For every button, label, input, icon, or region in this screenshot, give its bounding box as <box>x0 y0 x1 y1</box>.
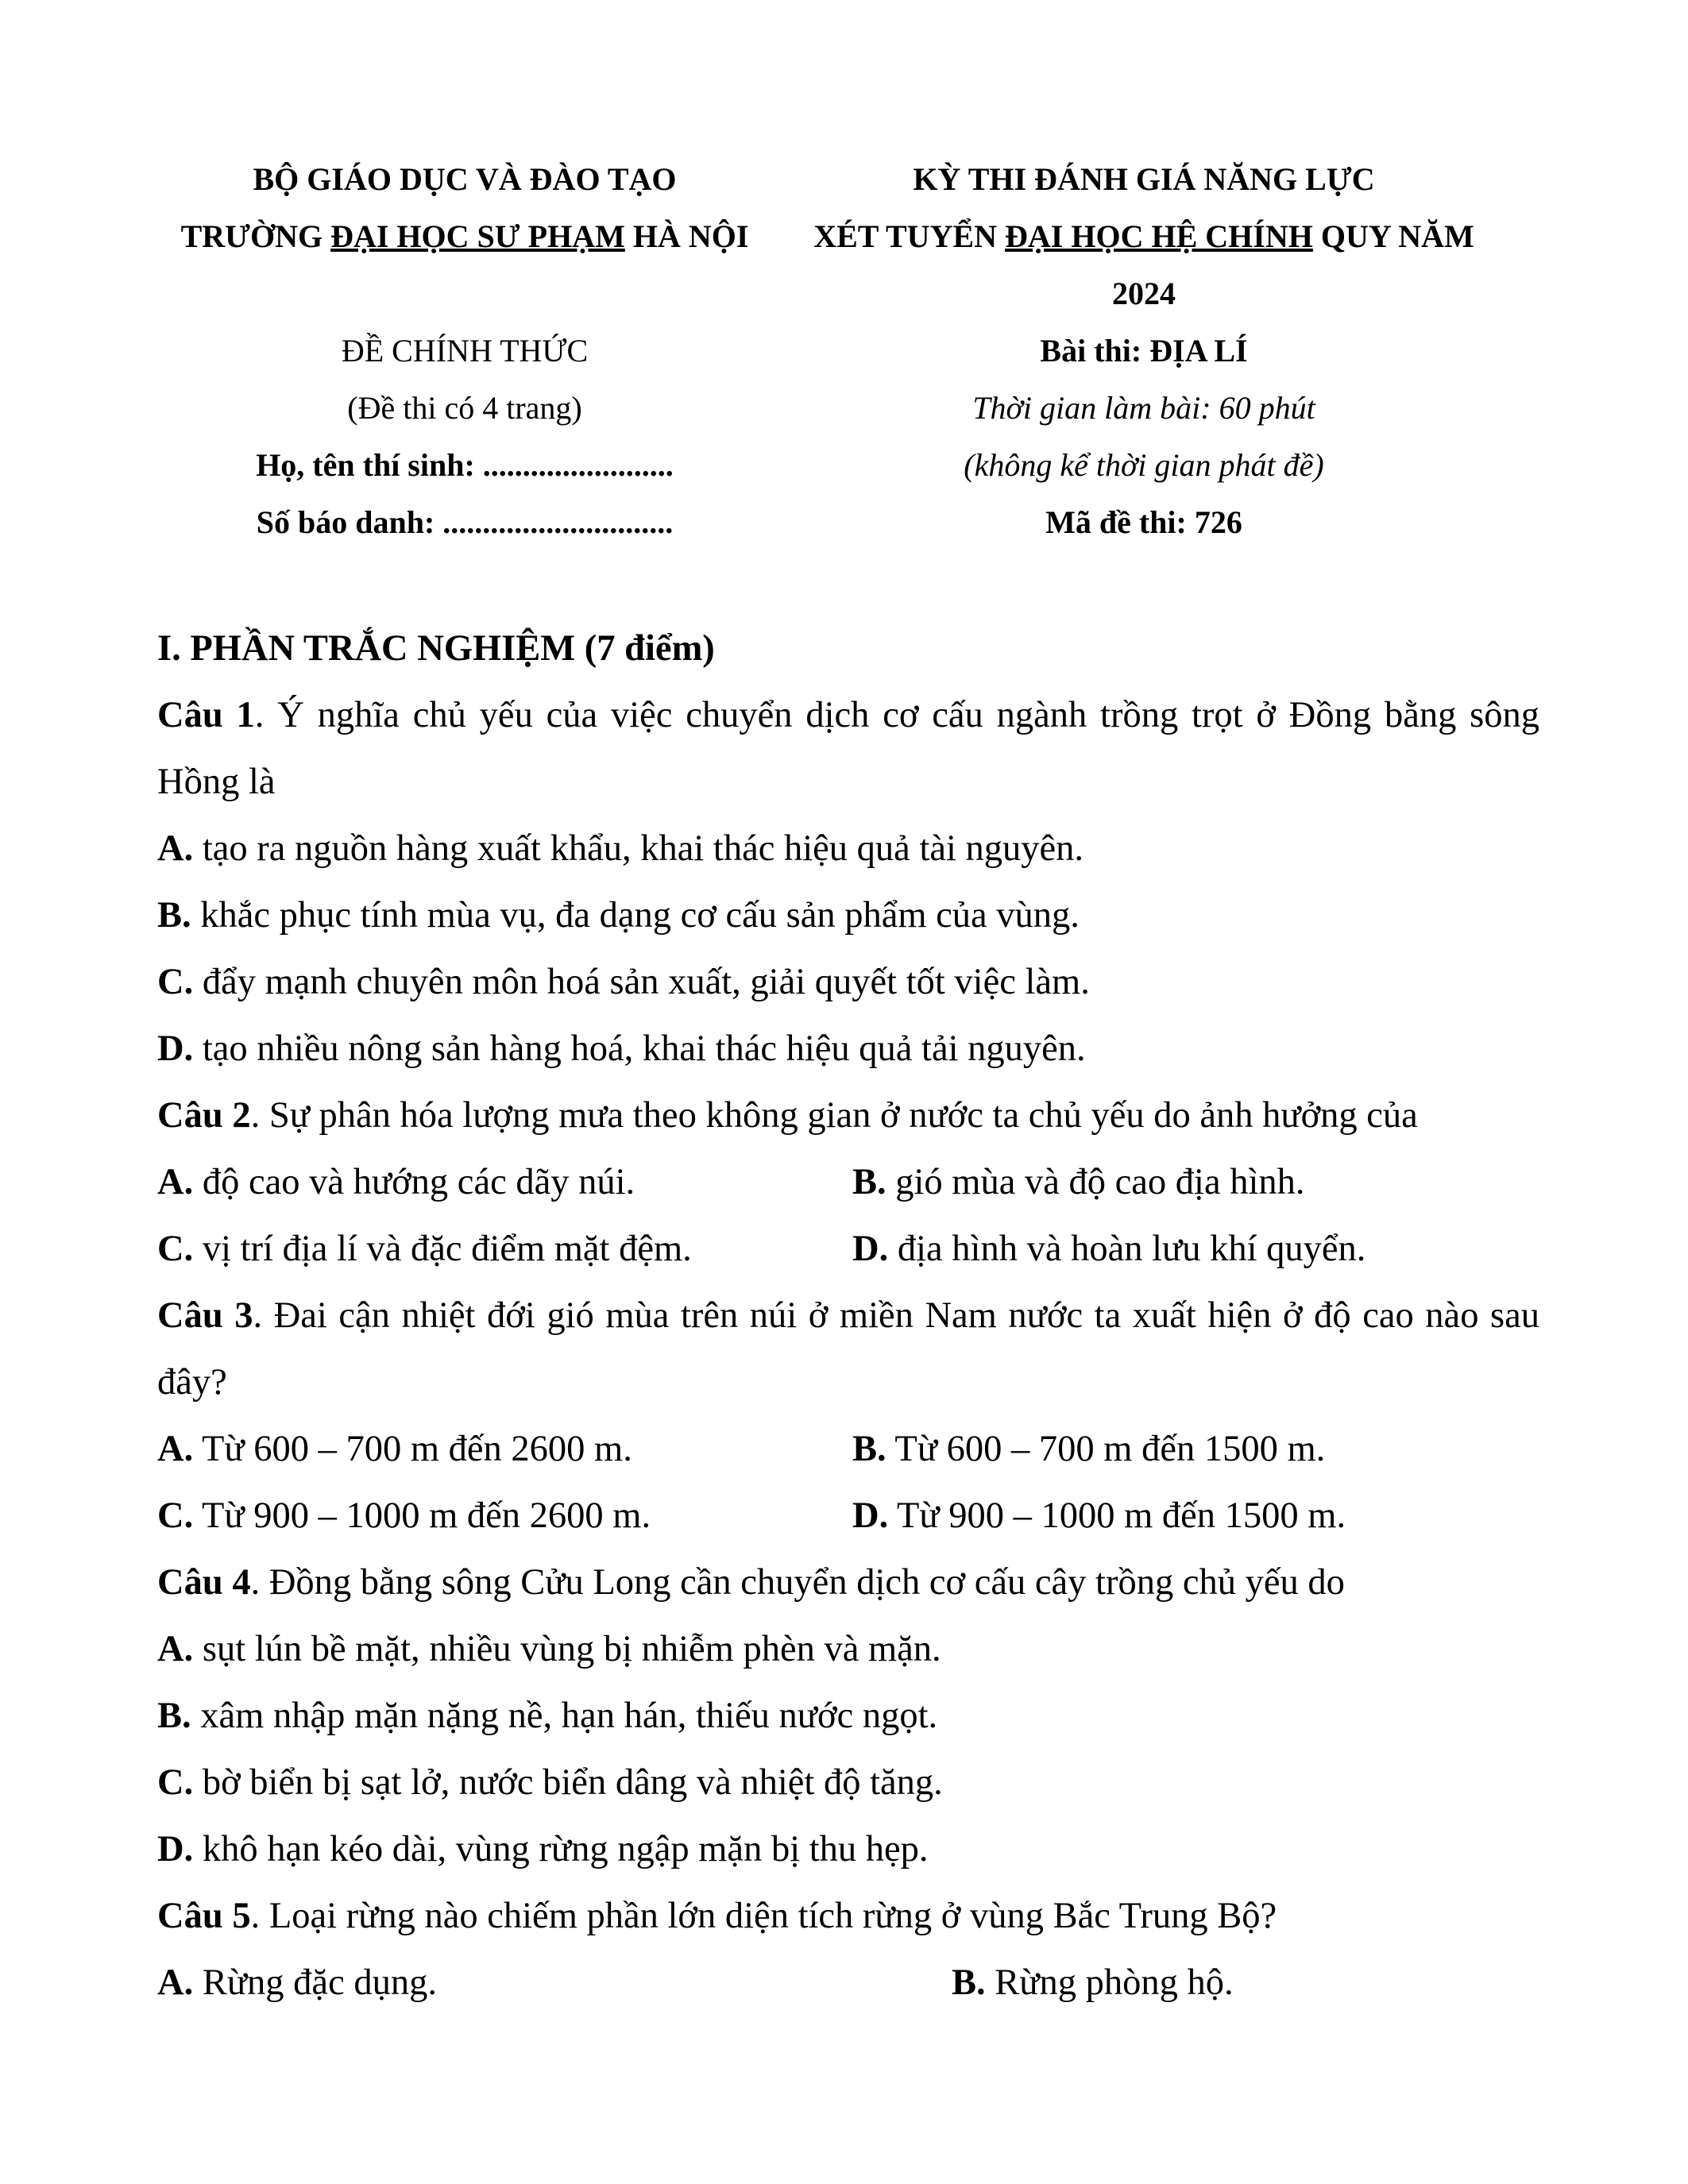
option-c: C. Từ 900 – 1000 m đến 2600 m. <box>157 1495 651 1536</box>
option-c: C. bờ biển bị sạt lở, nước biển dâng và nhiệt độ tăng. <box>157 1762 943 1803</box>
exam-year: 2024 <box>1112 276 1176 311</box>
options-row <box>157 1149 1539 1216</box>
question-1 <box>157 682 1539 816</box>
candidate-id-field: Số báo danh: ............................. <box>256 504 674 540</box>
school-name: TRƯỜNG ĐẠI HỌC SƯ PHẠM HÀ NỘI <box>180 218 749 254</box>
question-2 <box>157 1082 1539 1149</box>
option-b: B. Rừng phòng hộ. <box>952 1962 1234 2003</box>
ministry-name: BỘ GIÁO DỤC VÀ ĐÀO TẠO <box>253 161 677 197</box>
option-b: B. Từ 600 – 700 m đến 1500 m. <box>852 1429 1326 1469</box>
option-b: B. gió mùa và độ cao địa hình. <box>852 1162 1305 1202</box>
question-3 <box>157 1283 1539 1416</box>
school-name-underlined: ĐẠI HỌC SƯ PHẠM <box>330 218 625 254</box>
option-d: D. Từ 900 – 1000 m đến 1500 m. <box>852 1495 1346 1536</box>
question-text: . Ý nghĩa chủ yếu của việc chuyển dịch cơ cấu ngành trồng trọt ở Đồng bằng sông Hồng là <box>157 695 1539 802</box>
exam-code: Mã đề thi: 726 <box>1045 504 1242 540</box>
exam-duration-note: (không kể thời gian phát đề) <box>964 447 1324 483</box>
question-label: Câu 5 <box>157 1896 251 1936</box>
question-text: . Loại rừng nào chiếm phần lớn diện tích rừng ở vùng Bắc Trung Bộ? <box>250 1896 1277 1936</box>
option-d: D. khô hạn kéo dài, vùng rừng ngập mặn bị thu hẹp. <box>157 1829 929 1870</box>
question-4 <box>157 1549 1539 1616</box>
exam-subject: Bài thi: ĐỊA LÍ <box>1040 333 1248 369</box>
question-label: Câu 1 <box>157 695 255 735</box>
exam-content <box>157 615 1539 2016</box>
option-a: A. Rừng đặc dụng. <box>157 1962 437 2003</box>
question-label: Câu 4 <box>157 1562 251 1603</box>
pages-note: (Đề thi có 4 trang) <box>347 390 582 426</box>
options-row <box>157 1216 1539 1283</box>
option-b: B. xâm nhập mặn nặng nề, hạn hán, thiếu nước ngọt. <box>157 1696 938 1736</box>
candidate-name-field: Họ, tên thí sinh: ........................ <box>256 447 674 483</box>
question-text: . Đai cận nhiệt đới gió mùa trên núi ở miền Nam nước ta xuất hiện ở độ cao nào sau đây? <box>157 1295 1539 1403</box>
question-label: Câu 3 <box>157 1295 253 1336</box>
exam-title: KỲ THI ĐÁNH GIÁ NĂNG LỰC <box>913 161 1375 197</box>
option-a: A. Từ 600 – 700 m đến 2600 m. <box>157 1429 632 1469</box>
exam-duration: Thời gian làm bài: 60 phút <box>972 390 1315 426</box>
options-row <box>157 1416 1539 1483</box>
options-row <box>157 1483 1539 1549</box>
question-text: . Đồng bằng sông Cửu Long cần chuyển dịch cơ cấu cây trồng chủ yếu do <box>250 1562 1345 1603</box>
option-a: A. tạo ra nguồn hàng xuất khẩu, khai thác hiệu quả tài nguyên. <box>157 828 1084 869</box>
admission-line: XÉT TUYỂN ĐẠI HỌC HỆ CHÍNH QUY NĂM <box>813 218 1474 254</box>
header-left <box>147 151 782 551</box>
question-text: . Sự phân hóa lượng mưa theo không gian ở nước ta chủ yếu do ảnh hưởng của <box>250 1095 1418 1136</box>
option-a: A. sụt lún bề mặt, nhiều vùng bị nhiễm phèn và mặn. <box>157 1629 941 1669</box>
official-label: ĐỀ CHÍNH THỨC <box>341 333 589 369</box>
option-d: D. địa hình và hoàn lưu khí quyển. <box>852 1229 1366 1269</box>
section-title: I. PHẦN TRẮC NGHIỆM (7 điểm) <box>157 628 715 669</box>
option-d: D. tạo nhiều nông sản hàng hoá, khai thác hiệu quả tải nguyên. <box>157 1028 1086 1069</box>
admission-underlined: ĐẠI HỌC HỆ CHÍNH <box>1005 218 1313 254</box>
question-label: Câu 2 <box>157 1095 251 1136</box>
option-a: A. độ cao và hướng các dãy núi. <box>157 1162 635 1202</box>
header-right <box>786 151 1501 551</box>
question-5 <box>157 1883 1539 1950</box>
options-row <box>157 1950 1539 2016</box>
option-c: C. đẩy mạnh chuyên môn hoá sản xuất, giải quyết tốt việc làm. <box>157 962 1090 1002</box>
option-c: C. vị trí địa lí và đặc điểm mặt đệm. <box>157 1229 692 1269</box>
option-b: B. khắc phục tính mùa vụ, đa dạng cơ cấu sản phẩm của vùng. <box>157 895 1080 936</box>
